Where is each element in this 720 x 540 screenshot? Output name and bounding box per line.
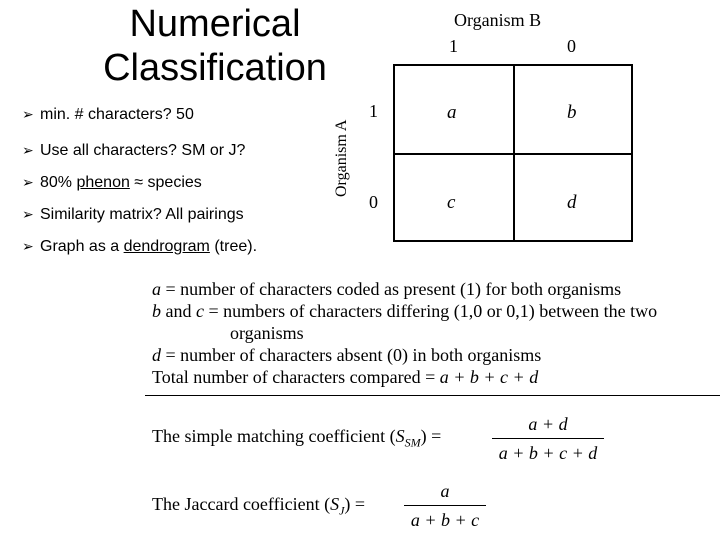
arrow-bullet-icon: ➢ xyxy=(22,174,34,190)
j-fraction-bar xyxy=(404,505,486,506)
definitions xyxy=(152,278,657,388)
organism-b-label: Organism B xyxy=(454,10,542,30)
definition-bc: b and c = numbers of characters differing (1,0 or 0,1) between the two xyxy=(152,301,658,321)
definition-a: a = number of characters coded as present (1) for both organisms xyxy=(152,279,622,299)
bullet-item: ➢ Graph as a dendrogram (tree). xyxy=(22,238,258,255)
bullet-item: ➢ min. # characters? 50 xyxy=(22,106,194,123)
col-head-0: 0 xyxy=(567,36,576,56)
sm-numerator: a + d xyxy=(528,414,568,434)
definition-bc-continued: organisms xyxy=(230,323,304,343)
page-title: Numerical Classification xyxy=(103,3,327,89)
j-denominator: a + b + c xyxy=(410,510,480,530)
arrow-bullet-icon: ➢ xyxy=(22,206,34,222)
contingency-table xyxy=(393,64,633,242)
cell-a: a xyxy=(447,102,457,123)
table-divider-horizontal xyxy=(395,153,631,155)
row-head-1: 1 xyxy=(369,101,378,121)
j-formula-label: The Jaccard coefficient $(S_J)$ = xyxy=(152,494,366,518)
arrow-bullet-icon: ➢ xyxy=(22,238,34,254)
row-head-0: 0 xyxy=(369,192,378,212)
arrow-bullet-icon: ➢ xyxy=(22,106,34,122)
definition-d: d = number of characters absent (0) in both organisms xyxy=(152,345,542,365)
col-head-1: 1 xyxy=(449,36,458,56)
arrow-bullet-icon: ➢ xyxy=(22,142,34,158)
dendrogram-link: dendrogram xyxy=(123,238,210,255)
organism-a-label: Organism A xyxy=(333,119,350,197)
sm-formula-label: The simple matching coefficient $(S_{SM})$ = xyxy=(152,426,442,450)
j-numerator: a xyxy=(440,481,450,501)
bullet-item: ➢ 80% phenon ≈ species xyxy=(22,174,202,191)
cell-d: d xyxy=(567,192,577,213)
cell-c: c xyxy=(447,192,456,213)
cell-b: b xyxy=(567,102,577,123)
divider-line xyxy=(145,395,720,396)
bullet-item: ➢ Similarity matrix? All pairings xyxy=(22,206,244,223)
sm-denominator: a + b + c + d xyxy=(498,443,598,463)
phenon-link: phenon xyxy=(76,174,130,191)
sm-fraction-bar xyxy=(492,438,604,439)
bullet-item: ➢ Use all characters? SM or J? xyxy=(22,142,246,159)
definition-total: Total number of characters compared = a + b + c + d xyxy=(152,367,539,387)
